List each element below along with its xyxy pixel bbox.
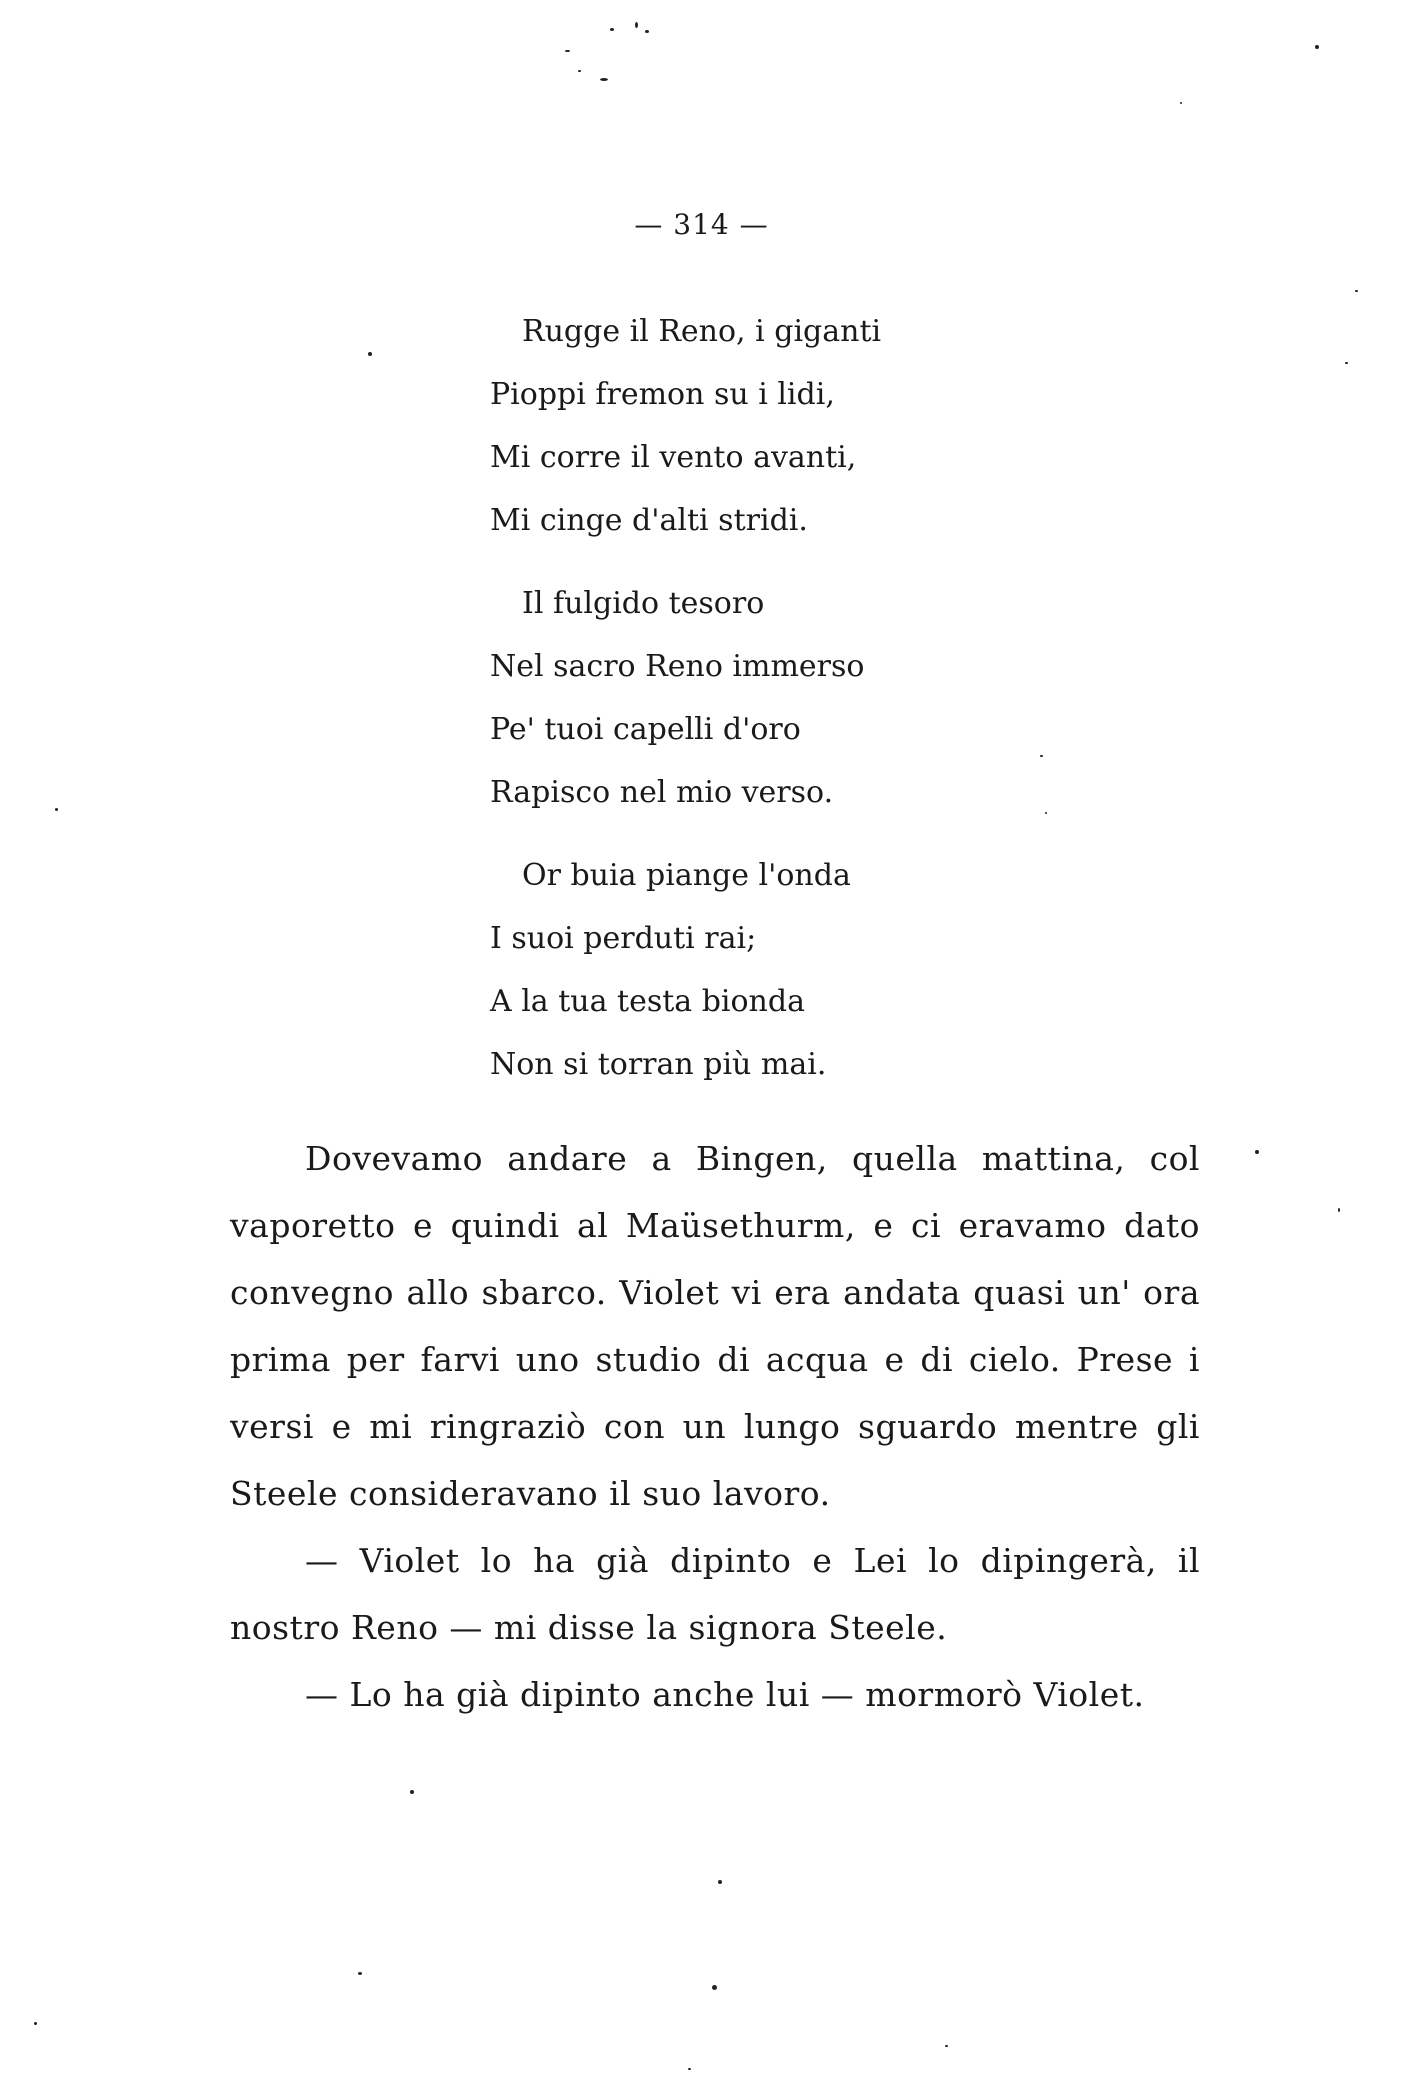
scan-speck [1315,45,1319,49]
scan-speck [1045,812,1047,814]
prose-paragraph: — Lo ha già dipinto anche lui — mormorò Violet. [305,1675,1145,1714]
prose-body [230,1125,1200,1728]
poem-stanza [490,572,1050,824]
scan-speck [410,1790,414,1794]
prose-paragraph: Dovevamo andare a Bingen, quella mattina, col vaporetto e quindi al Maüsethurm, e ci eravamo dato convegno allo sbarco. Violet vi era andata quasi un' ora prima per farvi uno studio di acqua e di cielo. Prese i versi e mi ringraziò con un lungo sguardo mentre gli Steele consideravano il suo lavoro. [230,1139,1200,1513]
scan-speck [1040,755,1043,757]
poem-line: Mi corre il vento avanti, [490,440,857,475]
poem-line: A la tua testa bionda [490,984,805,1019]
scan-speck [635,22,638,28]
scan-speck [1338,1208,1340,1212]
poem-line: Pioppi fremon su i lidi, [490,377,835,412]
poem-stanza [490,300,1050,552]
scan-speck [1345,362,1348,364]
poem-line: I suoi perduti rai; [490,921,757,956]
scan-speck [645,30,649,33]
scan-speck [55,808,58,811]
poem-line: Pe' tuoi capelli d'oro [490,712,801,747]
scan-speck [565,50,570,52]
scan-speck [718,1880,722,1884]
scan-speck [945,2045,948,2047]
page-number: — 314 — [634,208,769,241]
poem-line: Nel sacro Reno immerso [490,649,865,684]
poem-stanza [490,844,1050,1096]
poem-line: Non si torran più mai. [490,1047,827,1082]
poem-line: Il fulgido tesoro [522,586,765,621]
scan-speck [1180,102,1182,104]
scan-speck [610,28,614,31]
scan-speck [368,352,372,356]
scan-speck [578,70,581,72]
scan-speck [712,1985,717,1990]
poem [490,300,1050,1116]
prose-paragraph: — Violet lo ha già dipinto e Lei lo dipingerà, il nostro Reno — mi disse la signora Steele. [230,1541,1200,1647]
poem-line: Rugge il Reno, i giganti [522,314,882,349]
poem-line: Or buia piange l'onda [522,858,851,893]
poem-line: Mi cinge d'alti stridi. [490,503,808,538]
scan-speck [600,78,608,81]
scan-speck [688,2068,691,2070]
scan-speck [1355,290,1358,292]
scan-speck [1255,1150,1259,1154]
scan-speck [34,2022,37,2025]
scan-speck [358,1972,362,1975]
poem-line: Rapisco nel mio verso. [490,775,834,810]
